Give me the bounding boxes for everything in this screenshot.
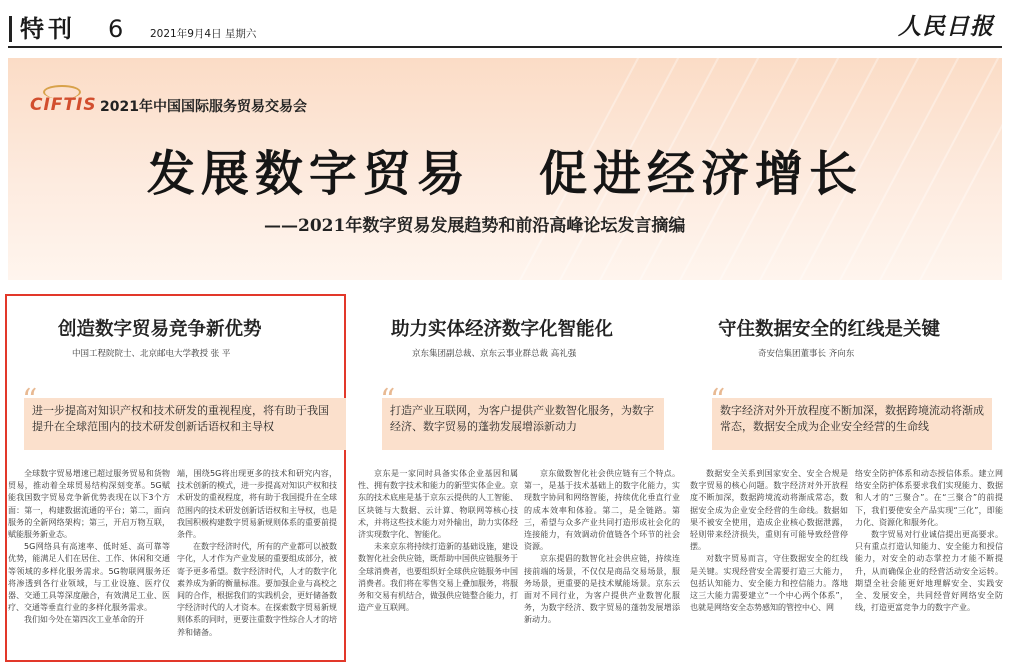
- article-body-col1: [690, 468, 848, 660]
- article-title: 创造数字贸易竞争新优势: [58, 319, 262, 340]
- article-pullquote: [710, 383, 992, 450]
- pullquote-text: 数字经济对外开放程度不断加深，数据跨境流动将渐成常态，数据安全成为企业安全经营的生命线: [720, 404, 984, 433]
- article-pullquote: [380, 383, 664, 450]
- quote-mark-icon: “: [22, 383, 38, 418]
- paragraph: 我们如今处在第四次工业革命的开: [24, 615, 144, 625]
- article-body-col2: [177, 468, 337, 660]
- newspaper-logo: 人民日报: [898, 13, 994, 40]
- pullquote-text: 进一步提高对知识产权和技术研发的重视程度，将有助于我国提升在全球范围内的技术研发创新话语权和主导权: [32, 404, 329, 433]
- article-body-col1: [358, 468, 518, 660]
- paragraph: 京东做数智化社会供应链有三个特点。第一，是基于技术基础上的数字化能力，实现数字协同和网络智能，持续优化垂直行业的成本效率和体验。第二，是全链路。第三，希望与众多产业共同打造形成社会化的连接能力，有效调动价值链各个环节的社会资源。: [524, 469, 680, 552]
- paragraph: 对数字贸易而言，守住数据安全的红线是关键。实现经营安全需要打造三大能力，包括认知能力、安全能力和控信能力。落地这三大能力需要建立“一个中心两个体系”，也就是网络安全态势感知的管控中心、网: [690, 554, 848, 613]
- paragraph: 络安全防护体系和动态授信体系。建立网络安全防护体系要求我们实现能力、数据和人才的“三聚合”。在“三聚合”的前提下，我们要使安全产品实现“三化”，即能力化、资源化和服务化。: [855, 469, 1003, 527]
- article-body-col2: [855, 468, 1003, 660]
- quote-mark-icon: “: [380, 383, 396, 418]
- event-name: 2021年中国国际服务贸易交易会: [100, 99, 307, 115]
- paragraph: 京东提倡的数智化社会供应链，持续连接前端的场景，不仅仅是商品交易场景，服务场景，更重要的是技术赋能场景。京东云面对不同行业，为客户提供产业数智化服务，为数字经济、数字贸易的蓬勃发展增添新动力。: [524, 554, 680, 625]
- article-body-col1: [8, 468, 170, 660]
- paragraph: 未来京东将持续打造新的基础设施，建设数智化社会供应链，既帮助中国供应链服务于全球消费者，也要组织好全球供应链服务中国消费者。我们将在零售交易上叠加服务，将服务和交易有机结合，做强供应链整合能力，打造产业互联网。: [358, 542, 518, 613]
- event-logo: CIFTIS: [30, 95, 97, 115]
- article-pullquote: [22, 383, 346, 450]
- section-bar: [9, 16, 12, 42]
- paragraph: 端，围绕5G将出现更多的技术和研究内容，技术创新的模式，进一步提高对知识产权和技术研发的重视程度，将有助于我国提升在全球范围内的技术研发创新话语权和主导权，也是我国积极构建数字贸易新规则体系的重要前提条件。: [177, 469, 337, 540]
- paragraph: 全球数字贸易增速已超过服务贸易和货物贸易，推动着全球贸易结构深刻变革。5G赋能我国数字贸易竞争新优势表现在以下3个方面：第一，构建数据流通的平台；第二，面向服务的全新网络架构；第三，开启万物互联，赋能服务新业态。: [8, 469, 170, 540]
- article-byline: 奇安信集团董事长 齐向东: [758, 349, 855, 359]
- page-headline: 发展数字贸易 促进经济增长: [146, 146, 864, 202]
- page-number: 6: [108, 15, 124, 43]
- paragraph: 数据安全关系到国家安全、安全合规是数字贸易的核心问题。数字经济对外开放程度不断加深，数据跨境流动将渐成常态，数据安全成为企业安全经营的生命线。数据如果不被安全使用，造成企业核心数据泄露，轻则带来经济损失，重则有可能导致经营停摆。: [690, 469, 848, 552]
- section-name: 特刊: [20, 14, 76, 43]
- article-body-col2: [524, 468, 680, 660]
- paragraph: 京东是一家同时具备实体企业基因和属性、拥有数字技术和能力的新型实体企业。京东的技术底座是基于京东云提供的人工智能、区块链与大数据、云计算、物联网等核心技术，并将这些技术能力对外输出，助力实体经济实现数字化、智能化。: [358, 469, 518, 540]
- article-title: 助力实体经济数字化智能化: [391, 319, 614, 340]
- article-byline: 京东集团副总裁、京东云事业群总裁 高礼强: [412, 349, 577, 359]
- quote-mark-icon: “: [710, 383, 726, 418]
- pullquote-text: 打造产业互联网，为客户提供产业数智化服务，为数字经济、数字贸易的蓬勃发展增添新动力: [390, 404, 654, 433]
- issue-date: 2021年9月4日 星期六: [150, 28, 257, 40]
- paragraph: 5G网络具有高速率、低时延、高可靠等优势，能满足人们在居住、工作、休闲和交通等领域的多样化服务需求。5G物联网服务还将渗透到各行业领域，与工业设施、医疗仪器、交通工具等深度融合，有效满足工业、医疗、交通等垂直行业的多样化服务需求。: [8, 542, 170, 613]
- paragraph: 在数字经济时代，所有的产业都可以被数字化，人才作为产业发展的重要组成部分，被寄予更多希望。数字经济时代，人才的数字化素养成为新的衡量标准。要加强企业与高校之间的合作，根据我们的实践机会，更好储备数字经济时代的人才资本。在探索数字贸易新规则体系的同时，更要注重数字性综合人才的培养和储备。: [177, 542, 337, 637]
- article-byline: 中国工程院院士、北京邮电大学教授 张 平: [72, 349, 231, 359]
- masthead-rule: [8, 46, 1002, 48]
- page-subheadline: ——2021年数字贸易发展趋势和前沿高峰论坛发言摘编: [264, 216, 686, 236]
- article-title: 守住数据安全的红线是关键: [718, 319, 941, 340]
- paragraph: 数字贸易对行业诚信提出更高要求。只有重点打造认知能力、安全能力和授信能力，对安全的动态掌控力才能不断提升，从而确保企业的经营活动安全运转。期望全社会能更好地理解安全、实践安全、发展安全，共同经营好网络安全防线，打造更富竞争力的数字产业。: [855, 530, 1003, 613]
